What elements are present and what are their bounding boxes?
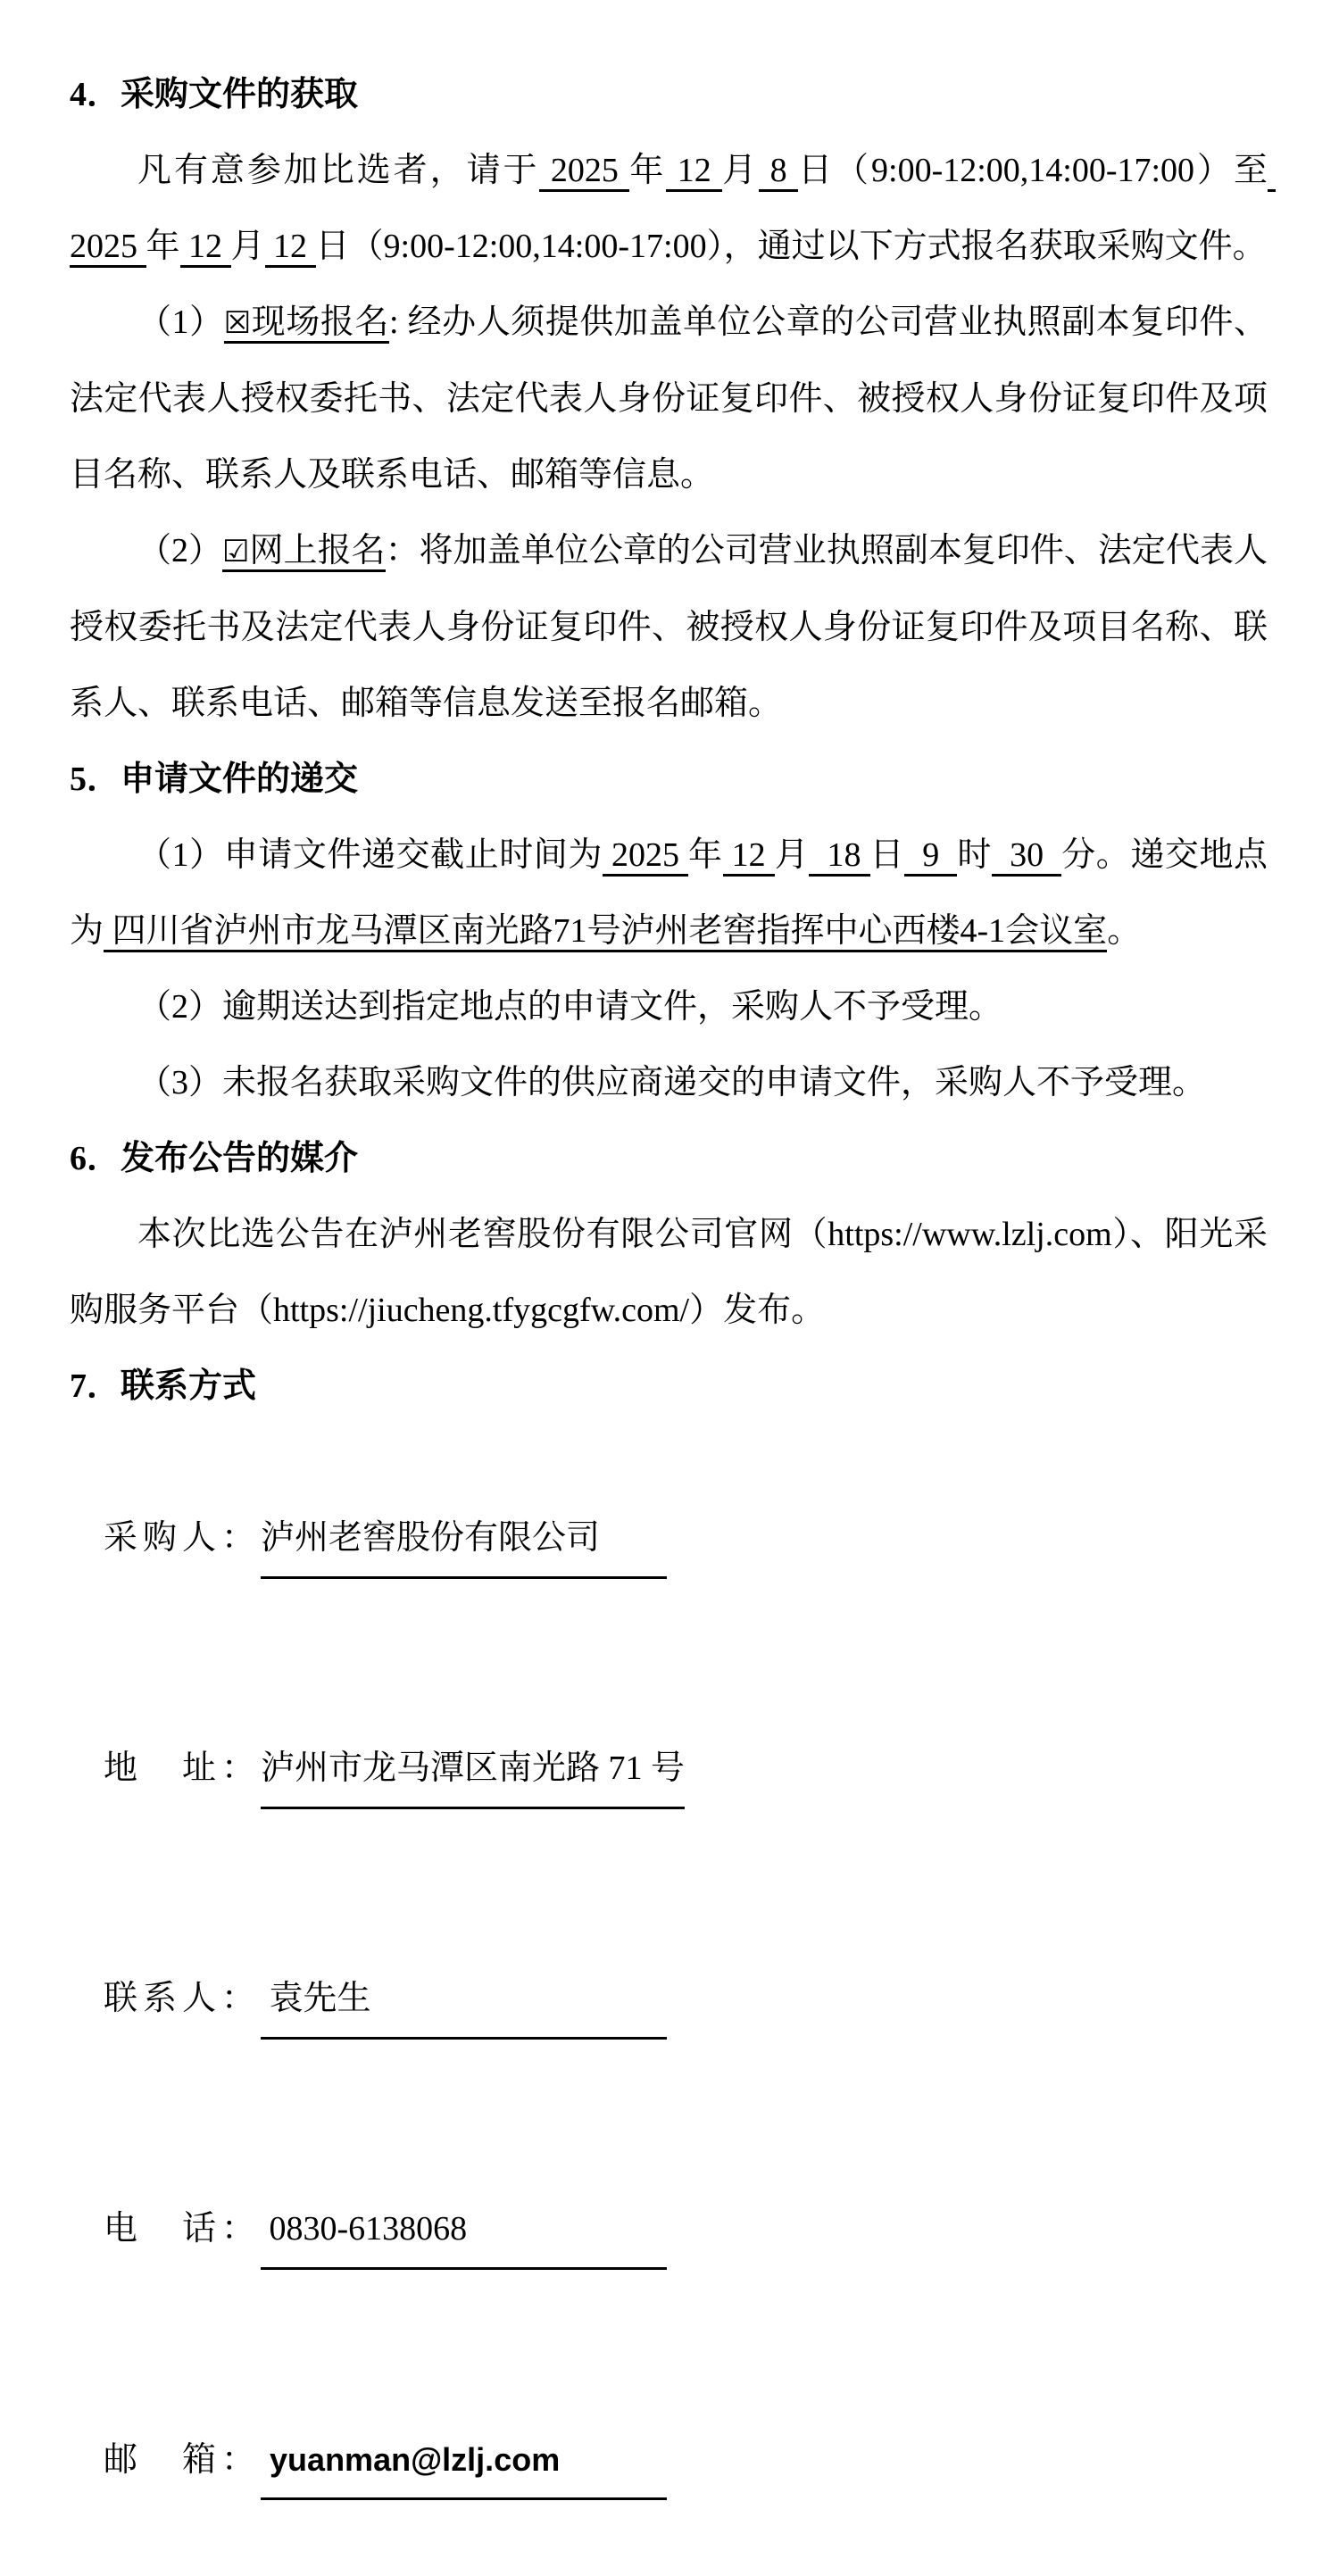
- text-segment: 年: [629, 152, 667, 189]
- para-announcement-media: [70, 1197, 1268, 1349]
- text-segment: 日（9:00-12:00,14:00-17:00）至: [798, 152, 1268, 189]
- contact-row-contact-person: [70, 1885, 1268, 2115]
- text-segment: 日: [869, 836, 905, 874]
- address-label: 地 址：: [104, 1749, 262, 1787]
- blank-deadline-day: 18: [809, 836, 869, 877]
- text-segment: 日（9:00-12:00,14:00-17:00），通过以下方式报名获取采购文件。: [315, 228, 1267, 265]
- text-segment: 。: [1107, 912, 1142, 950]
- section-6-heading: 6．发布公告的媒介: [70, 1140, 359, 1177]
- section-7-heading: 7．联系方式: [70, 1367, 257, 1405]
- phone-value: 0830-6138068: [261, 2191, 667, 2270]
- blank-day-end: 12: [265, 228, 316, 268]
- contact-row-email: [70, 2346, 1268, 2576]
- crossed-checkbox-icon: ☒: [224, 305, 251, 344]
- text-segment: （2）逾期送达到指定地点的申请文件，采购人不予受理。: [137, 988, 1003, 1026]
- address-value: 泸州市龙马潭区南光路 71 号: [261, 1731, 685, 1809]
- checked-checkbox-icon: ☑: [222, 534, 249, 572]
- text-segment: : 经办人须提供加盖单位公章的公司营业执照副本复印件、法定代表人授权委托书、法定代表人身份证复印件、被授权人身份证复印件及项目名称、联系人及联系电话、邮箱等信息。: [70, 303, 1268, 494]
- text-segment: 凡有意参加比选者，请于: [137, 152, 540, 189]
- blank-year-start: 2025: [539, 152, 629, 192]
- blank-deadline-hour: 9: [904, 836, 957, 877]
- text-segment: ：将加盖单位公章的公司营业执照副本复印件、法定代表人授权委托书及法定代表人身份证复印件、被授权人身份证复印件及项目名称、联系人、联系电话、邮箱等信息发送至报名邮箱。: [70, 532, 1268, 722]
- para-registration-period: [70, 133, 1277, 285]
- text-segment: （1）: [137, 303, 224, 341]
- email-label: 邮 箱：: [104, 2441, 262, 2479]
- text-segment: 年: [688, 836, 723, 874]
- contact-row-phone: [70, 2115, 1268, 2346]
- email-value: yuanman@lzlj.com: [261, 2422, 667, 2500]
- blank-deadline-minute: 30: [992, 836, 1061, 877]
- phone-label: 电 话：: [104, 2210, 262, 2248]
- text-segment: 本次比选公告在泸州老窖股份有限公司官网（https://www.lzlj.com）、阳光采购服务平台（https://jiucheng.tfygcgfw.com/）发布。: [70, 1216, 1268, 1329]
- text-segment: （1）申请文件递交截止时间为: [137, 836, 603, 874]
- contact-person-label: 联系人：: [104, 1980, 262, 2017]
- text-segment: （3）未报名获取采购文件的供应商递交的申请文件，采购人不予受理。: [137, 1064, 1207, 1101]
- onsite-registration-label: 现场报名: [251, 303, 389, 344]
- para-unregistered-rejection: [70, 1045, 1268, 1121]
- blank-month-end: 12: [180, 228, 231, 268]
- text-segment: （2）: [137, 532, 223, 569]
- para-onsite-registration: [70, 285, 1268, 513]
- text-segment: 时: [957, 836, 992, 874]
- blank-day-start: 8: [759, 152, 798, 192]
- text-segment: 月: [722, 152, 760, 189]
- text-segment: 月: [230, 228, 265, 265]
- blank-year-end: 2025: [70, 152, 1276, 268]
- text-segment: 年: [146, 228, 180, 265]
- section-5-heading: 5．申请文件的递交: [70, 760, 359, 798]
- section-4-heading: 4．采购文件的获取: [70, 76, 359, 113]
- contact-row-address: [70, 1655, 1268, 1885]
- purchaser-value: 泸州老窖股份有限公司: [261, 1500, 667, 1579]
- blank-deadline-year: 2025: [603, 836, 688, 877]
- blank-deadline-month: 12: [723, 836, 775, 877]
- text-segment: 月: [774, 836, 810, 874]
- para-overdue-rejection: [70, 969, 1268, 1045]
- blank-submission-address: 四川省泸州市龙马潭区南光路71号泸州老窖指挥中心西楼4-1会议室: [104, 912, 1107, 952]
- purchaser-label: 采购人：: [104, 1519, 262, 1557]
- contact-row-purchaser: [70, 1425, 1268, 1655]
- contact-person-value: 袁先生: [261, 1961, 667, 2040]
- text-segment: 分。递交地点为: [70, 836, 1268, 950]
- online-registration-label: 网上报名: [250, 532, 386, 572]
- blank-month-start: 12: [666, 152, 722, 192]
- para-submission-deadline: [70, 818, 1268, 969]
- para-online-registration: [70, 513, 1268, 742]
